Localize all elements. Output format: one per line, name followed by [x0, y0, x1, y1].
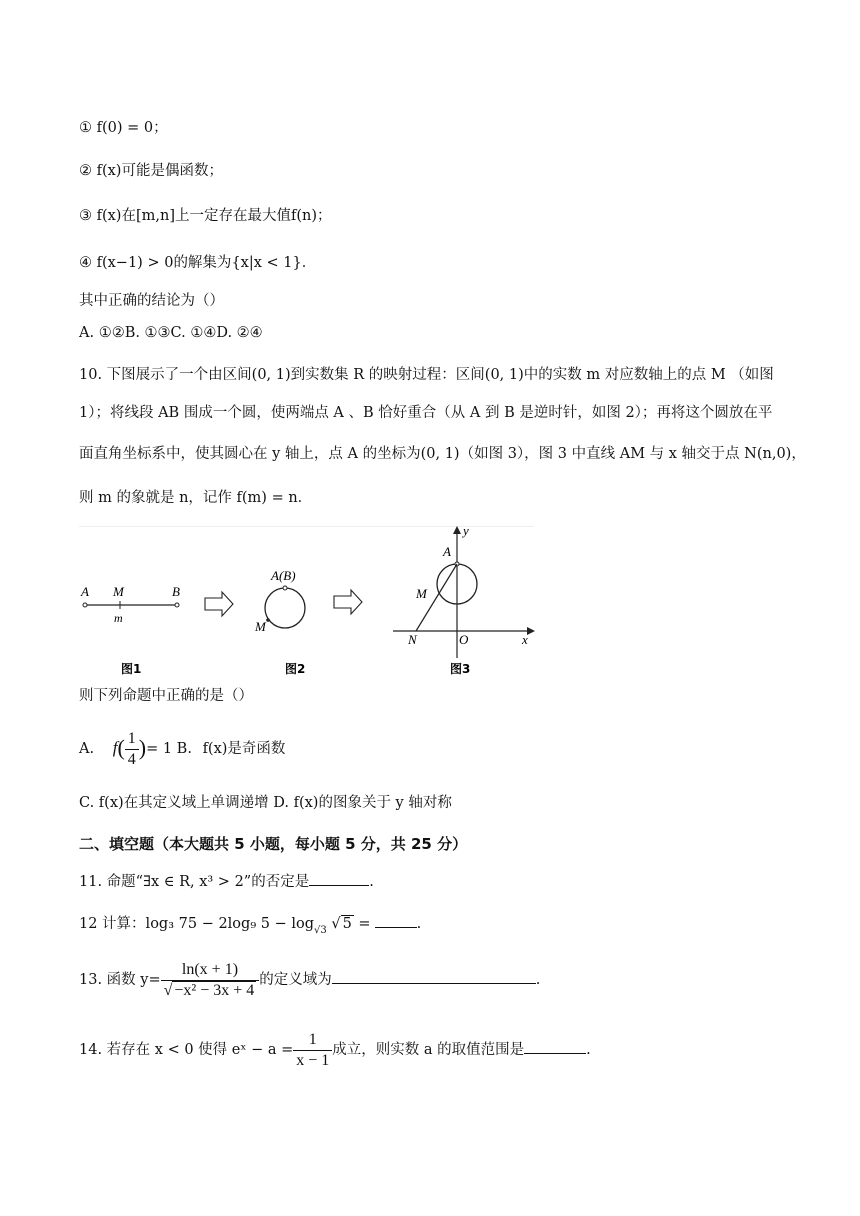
arrow-2-icon [334, 590, 362, 614]
q10-line-2: 1）；将线段 AB 围成一个圆，使两端点 A 、B 恰好重合（从 A 到 B 是逆时针，如图 2）；再将这个圆放在平 [79, 405, 773, 421]
conclusion-1-text: ① f(0) = 0； [79, 120, 168, 136]
caption-fig3: 图3 [450, 662, 471, 676]
q14-end: . [586, 1042, 591, 1058]
conclusion-2-math: ② f(x) [79, 163, 122, 179]
q12-space [327, 916, 332, 932]
point-ab-fig2 [283, 586, 287, 590]
q12-answer-blank[interactable] [375, 927, 417, 928]
conclusion-4-text: 的解集为 [173, 255, 232, 271]
q14 [79, 1028, 591, 1072]
label-o-fig3: O [459, 632, 469, 647]
paren-right: ) [138, 735, 147, 760]
conclusion-3-math: ③ f(x) [79, 208, 122, 224]
caption-fig1: 图1 [121, 662, 142, 676]
q9-stem: 其中正确的结论为（） [79, 293, 224, 309]
label-y-fig3: y [463, 526, 469, 538]
q10-line-1: 10. 下图展示了一个由区间(0, 1)到实数集 R 的映射过程：区间(0, 1)中的实数 m 对应数轴上的点 M （如图 [79, 367, 774, 383]
q14-fraction [293, 1030, 332, 1071]
q12-equals: = [353, 916, 371, 932]
conclusion-3-end: f(n)； [290, 208, 332, 224]
conclusion-4 [79, 253, 316, 273]
point-a-fig1 [83, 603, 87, 607]
label-m-fig3: M [416, 586, 427, 601]
q12-log-base: √3 [314, 925, 327, 936]
q13-answer-blank[interactable] [332, 983, 536, 984]
option-a-label: A. [79, 741, 95, 757]
conclusion-2 [79, 161, 223, 181]
conclusion-2-text: 可能是偶函数； [121, 163, 223, 179]
q14-denominator: x − 1 [296, 1051, 330, 1069]
q14-answer-blank[interactable] [524, 1053, 586, 1054]
q9-options: A. ①②B. ①③C. ①④D. ②④ [79, 325, 263, 341]
x-axis-arrow-icon [527, 627, 535, 635]
label-ab-fig2: A(B) [271, 568, 296, 583]
q10-options-cd: C. f(x)在其定义域上单调递增 D. f(x)的图象关于 y 轴对称 [79, 795, 452, 811]
q10-stem: 则下列命题中正确的是（） [79, 688, 253, 704]
q10-line-4: 则 m 的象就是 n，记作 f(m) = n． [79, 490, 313, 506]
q12: 12 计算：log₃ 75 − 2log₉ $5 - \log_{√3}$ √ 5 = . [79, 916, 422, 936]
label-x-fig3: x [522, 632, 528, 647]
point-b-fig1 [175, 603, 179, 607]
q13-fraction [161, 960, 260, 1001]
label-a-fig3: A [443, 544, 451, 559]
label-m-lower-fig1: m [114, 611, 123, 625]
label-a-fig1: A [81, 584, 89, 599]
q12-end: . [416, 916, 422, 932]
q11-end: . [369, 874, 374, 890]
conclusion-4-math: ④ f(x−1) > 0 [79, 255, 174, 271]
q11-text: 11. 命题“∃x ∈ R, x³ > 2”的否定是 [79, 874, 310, 890]
q13-radicand: −x² − 3x + 4 [174, 981, 255, 999]
label-m-fig2: M [255, 619, 266, 634]
option-b-text: f(x)是奇函数 [202, 741, 286, 757]
q13-text: 13. 函数 y= [79, 972, 161, 988]
arrow-1-icon [205, 592, 233, 616]
conclusion-3 [79, 206, 332, 226]
option-a-rest: = 1 B. [146, 741, 192, 757]
q14-text-mid: 成立，则实数 a 的取值范围是 [332, 1042, 525, 1058]
q13-text-mid: 的定义域为 [259, 972, 332, 988]
q10-options-ab [79, 726, 285, 771]
circle-fig2 [265, 588, 305, 628]
option-a-function: f [112, 738, 118, 757]
q11 [79, 872, 374, 892]
label-n-fig3: N [408, 632, 417, 647]
y-axis-arrow-icon [453, 526, 461, 534]
q13-numerator: ln(x + 1) [161, 960, 260, 981]
fraction-numerator: 1 [125, 729, 139, 750]
conclusion-3-interval: 在[m,n] [121, 208, 175, 224]
conclusion-1 [79, 118, 168, 138]
conclusion-4-set: {x|x < 1}． [231, 255, 317, 271]
label-b-fig1: B [172, 584, 180, 599]
q13 [79, 958, 540, 1002]
q12-text: 12 计算：log₃ 75 − 2log₉ 5 − log [79, 916, 314, 932]
fraction-denominator: 4 [127, 750, 136, 768]
mapping-figure [79, 526, 539, 676]
q13-denominator: √ −x² − 3x + 4 [163, 981, 255, 999]
q13-end: . [535, 972, 541, 988]
section-2-heading: 二、填空题（本大题共 5 小题，每小题 5 分，共 25 分） [79, 835, 468, 853]
q11-answer-blank[interactable] [309, 885, 369, 886]
paren-left: ( [117, 735, 125, 760]
caption-fig2: 图2 [285, 662, 306, 676]
q14-numerator: 1 [293, 1030, 332, 1051]
point-m-fig2 [266, 618, 270, 622]
q14-text: 14. 若存在 x < 0 使得 eˣ − a = [79, 1042, 294, 1058]
option-a-fraction [125, 729, 139, 770]
conclusion-3-text: 上一定存在最大值 [174, 208, 291, 224]
q10-line-3: 面直角坐标系中，使其圆心在 y 轴上，点 A 的坐标为(0, 1)（如图 3），图 3 中直线 AM 与 x 轴交于点 N(n,0)， [79, 446, 806, 462]
q12-radicand: 5 [342, 916, 352, 932]
label-m-fig1: M [113, 584, 124, 599]
